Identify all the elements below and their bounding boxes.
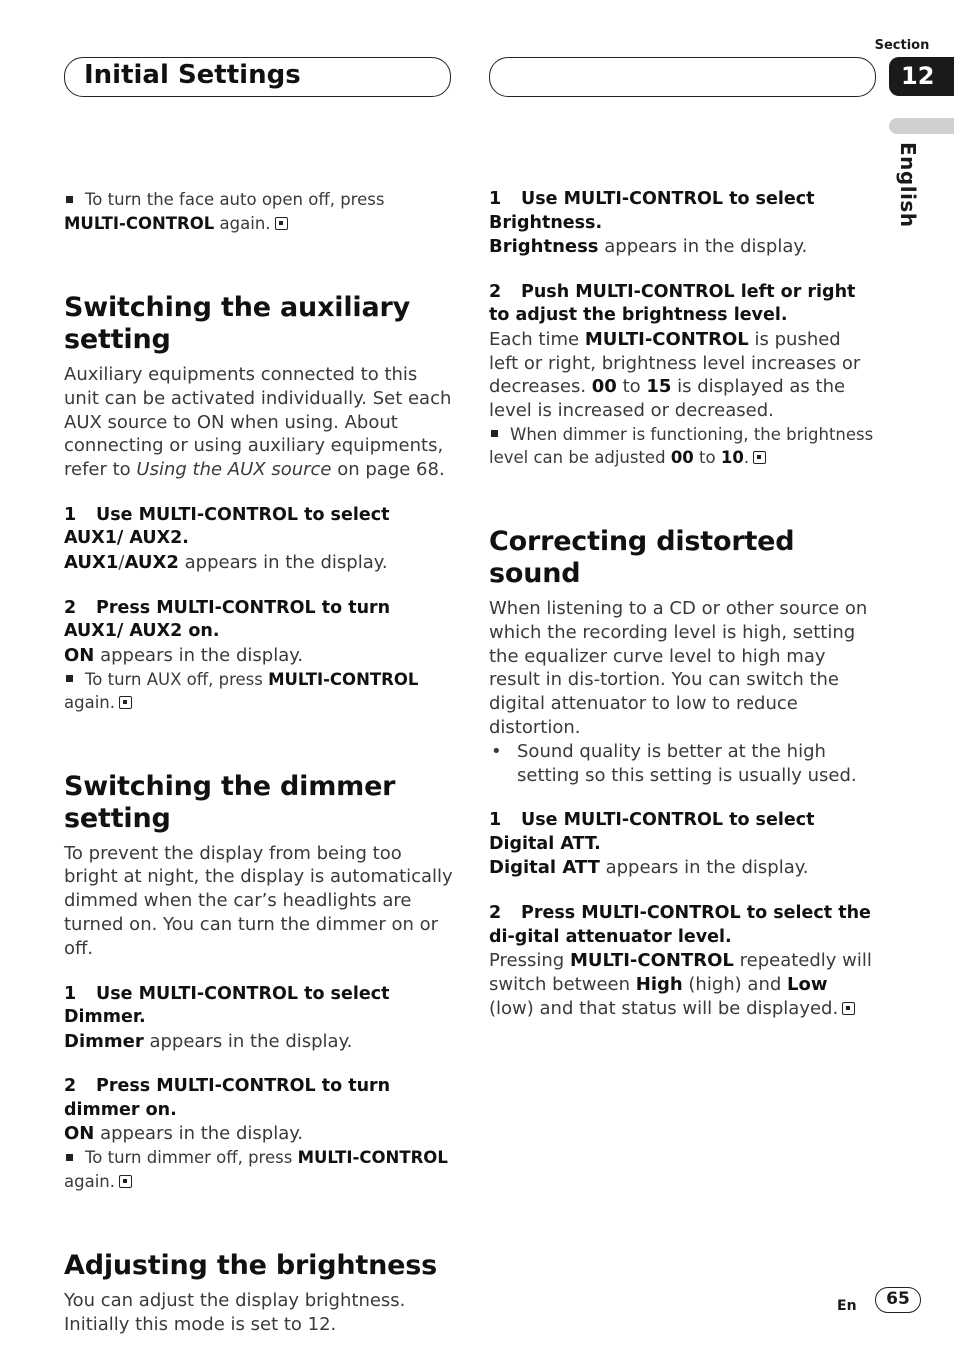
dimmer-step-1-result: Dimmer appears in the display.	[64, 1030, 353, 1052]
end-mark-icon	[842, 1002, 855, 1015]
dimmer-heading: Switching the dimmer setting	[64, 770, 396, 834]
section-number: 12	[889, 57, 954, 96]
att-body: When listening to a CD or other source on which the recording level is high, setting the equalizer curve level to high may result in dis-tortion. You can switch the digital attenuator to low to reduce distortion.	[489, 597, 868, 738]
end-mark-icon	[753, 451, 766, 464]
header-title: Initial Settings	[84, 60, 301, 90]
footer-lang-code: En	[837, 1298, 857, 1314]
dimmer-note: To turn dimmer off, press MULTI-CONTROL again.	[64, 1148, 448, 1191]
aux-body: Auxiliary equipments connected to this unit can be activated individually. Set each AUX source to ON when using. About connecting or using auxiliary equipments, refer to Using the AUX source on page 68.	[64, 364, 452, 481]
end-mark-icon	[119, 696, 132, 709]
intro-note: To turn the face auto open off, press MULTI-CONTROL again.	[64, 190, 385, 233]
att-step-1: 1 Use MULTI-CONTROL to select Digital ATT.	[489, 810, 815, 854]
note-square-icon	[66, 196, 73, 203]
att-bullet: • Sound quality is better at the high setting so this setting is usually used.	[491, 740, 857, 786]
brightness-heading: Adjusting the brightness	[64, 1250, 437, 1282]
brightness-step-1-result: Brightness appears in the display.	[489, 236, 808, 257]
att-step-1-result: Digital ATT appears in the display.	[489, 857, 809, 879]
aux-note: To turn AUX off, press MULTI-CONTROL again.	[64, 669, 419, 713]
dimmer-step-1: 1 Use MULTI-CONTROL to select Dimmer.	[64, 983, 390, 1028]
section-label: Section	[874, 38, 930, 53]
brightness-step-1: 1 Use MULTI-CONTROL to select Brightness.	[489, 189, 815, 233]
dimmer-step-2-result: ON appears in the display.	[64, 1123, 304, 1145]
end-mark-icon	[119, 1175, 132, 1188]
brightness-step-2: 2 Push MULTI-CONTROL left or right to adjust the brightness level.	[489, 281, 856, 326]
dimmer-step-2: 2 Press MULTI-CONTROL to turn dimmer on.	[64, 1076, 391, 1120]
header-right-frame	[489, 57, 876, 97]
page-number: 65	[875, 1287, 921, 1313]
brightness-body: You can adjust the display brightness. Initially this mode is set to 12.	[64, 1290, 406, 1335]
att-step-2-result: Pressing MULTI-CONTROL repeatedly will switch between High (high) and Low (low) and that status will be displayed.	[489, 950, 872, 1019]
aux-step-2-result: ON appears in the display.	[64, 644, 304, 666]
aux-heading: Switching the auxiliary setting	[64, 292, 410, 355]
end-mark-icon	[275, 217, 288, 230]
aux-step-1: 1 Use MULTI-CONTROL to select AUX1/ AUX2.	[64, 504, 390, 549]
att-heading: Correcting distorted sound	[489, 525, 795, 589]
note-square-icon	[491, 430, 498, 437]
note-square-icon	[66, 1154, 73, 1161]
aux-step-2: 2 Press MULTI-CONTROL to turn AUX1/ AUX2 on.	[64, 597, 391, 642]
note-square-icon	[66, 675, 73, 682]
brightness-step-2-result: Each time MULTI-CONTROL is pushed left or right, brightness level increases or decreases. 00 to 15 is displayed as the level is increased or decreased.	[489, 328, 861, 422]
language-tab	[889, 118, 954, 134]
aux-step-1-result: AUX1/AUX2 appears in the display.	[64, 551, 388, 573]
att-step-2: 2 Press MULTI-CONTROL to select the di-gital attenuator level.	[489, 903, 871, 947]
language-label: English	[896, 142, 920, 228]
right-column	[489, 188, 874, 1021]
left-column	[64, 188, 454, 1337]
dimmer-body: To prevent the display from being too bright at night, the display is automatically dimmed when the car’s headlights are turned on. You can turn the dimmer on or off.	[64, 842, 453, 959]
brightness-note: When dimmer is functioning, the brightness level can be adjusted 00 to 10.	[489, 424, 874, 468]
